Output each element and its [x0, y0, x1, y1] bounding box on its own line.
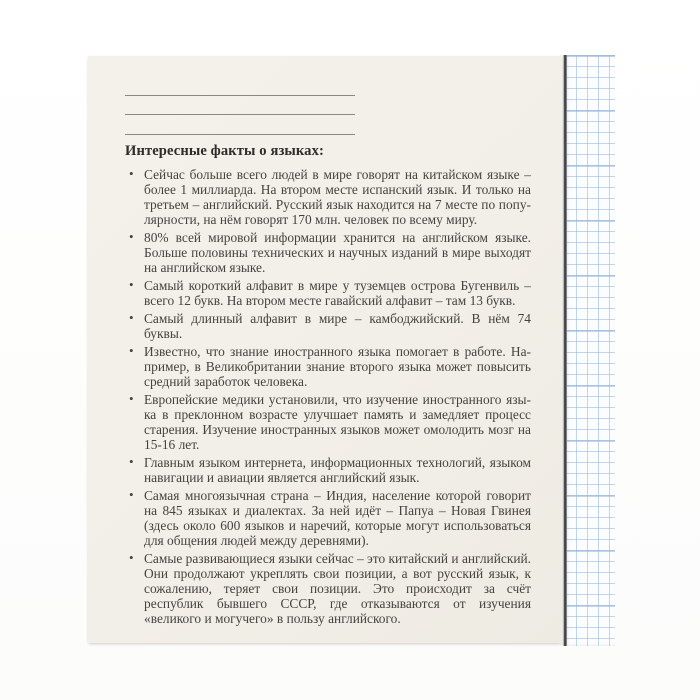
ruled-line: [125, 95, 355, 96]
fact-item: • Известно, что знание иностранного языка помогает в работе. Например, в Великобритании знание второго языка может повысить средний заработок человека.: [128, 344, 531, 389]
fact-item: • Самый длинный алфавит в мире – камбоджийский. В нём 74 буквы.: [128, 311, 531, 341]
fact-item: • Самые развивающиеся языки сейчас – это китайский и английский. Они продолжают укреплять свои позиции, а вот русский язык, к сожалению, теряет свои позиции. Это происходит за счёт республик бывшего СССР, где отказываются от изучения «великого и могучего» в пользу английского.: [128, 551, 531, 626]
fact-item: • Европейские медики установили, что изучение иностранного языка в преклонном возрасте улучшает память и замедляет процесс старения. Изучение иностранных языков может омолодить мозг на 15-16 лет.: [128, 392, 531, 452]
facts-list: [128, 167, 531, 629]
fact-item: • Сейчас больше всего людей в мире говорят на китайском языке – более 1 миллиарда. На втором месте испанский язык. И только на третьем – английский. Русский язык находится на 7 месте по популярности, на нём говорят 170 млн. человек по всему миру.: [128, 167, 531, 227]
fact-item: • Самая многоязычная страна – Индия, население которой говорит на 845 языках и диалектах. За ней идёт – Папуа – Новая Гвинея (здесь около 600 языков и наречий, которые могут использоваться для общения людей между деревнями).: [128, 488, 531, 548]
ruled-line: [125, 134, 355, 135]
fact-item: • Самый короткий алфавит в мире у туземцев острова Бугенвиль – всего 12 букв. На втором месте гавайский алфавит – там 13 букв.: [128, 278, 531, 308]
fact-item: • 80% всей мировой информации хранится на английском языке. Больше половины технических и научных изданий в мире выходят на английском языке.: [128, 230, 531, 275]
fact-item: • Главным языком интернета, информационных технологий, языком навигации и авиации является английский язык.: [128, 455, 531, 485]
page-heading: Интересные факты о языках:: [125, 143, 324, 159]
squared-paper-strip: [565, 55, 615, 646]
ruled-line: [125, 114, 355, 115]
notebook-cover-page: [88, 56, 562, 643]
